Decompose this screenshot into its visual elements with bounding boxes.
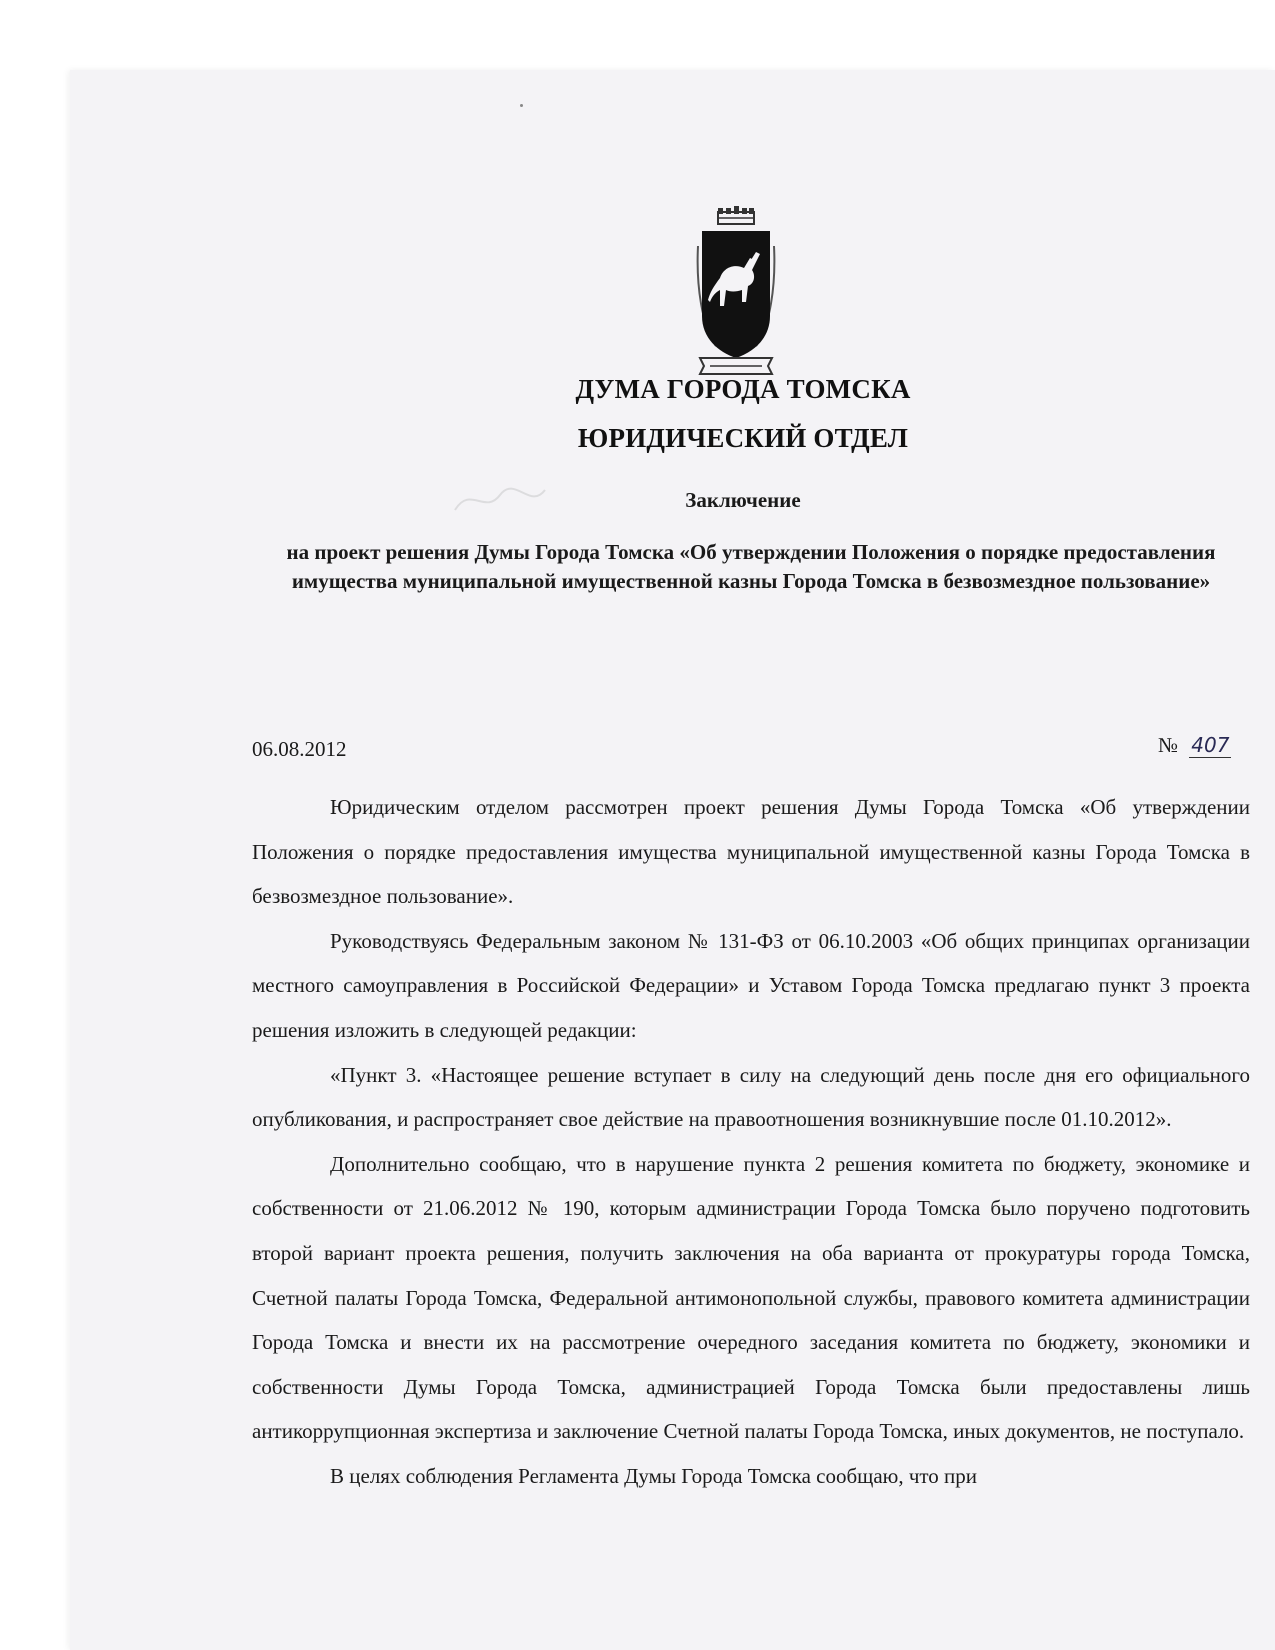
crown-icon: [718, 206, 754, 224]
body-paragraph: Дополнительно сообщаю, что в нарушение пункта 2 решения комитета по бюджету, экономике и собственности от 21.06.2012 № 190, которым администрации Города Томска было поручено подготовить второй вариант проекта решения, получить заключения на оба варианта от прокуратуры города Томска, Счетной палаты Города Томска, Федеральной антимонопольной службы, правового комитета администрации Города Томска и внести их на рассмотрение очередного заседания комитета по бюджету, экономики и собственности Думы Города Томска, администрацией Города Томска были предоставлены лишь антикоррупционная экспертиза и заключение Счетной палаты Города Томска, иных документов, не поступало.: [252, 1151, 1250, 1444]
document-date: 06.08.2012: [252, 737, 347, 761]
document-subject: на проект решения Думы Города Томска «Об утверждении Положения о порядке предоставления имущества муниципальной имущественной казны Города Томска в безвозмездное пользование»: [286, 540, 1216, 593]
document-body: [252, 785, 1250, 1499]
body-paragraph: «Пункт 3. «Настоящее решение вступает в силу на следующий день после дня его официального опубликования, и распространяет свое действие на правоотношения возникнувшие после 01.10.2012».: [252, 1062, 1250, 1132]
handwritten-number: 407: [1191, 733, 1230, 757]
document-type: Заключение: [685, 488, 801, 512]
body-paragraph: Юридическим отделом рассмотрен проект решения Думы Города Томска «Об утверждении Положения о порядке предоставления имущества муниципальной имущественной казны Города Томска в безвозмездное пользование».: [252, 795, 1250, 909]
scan-speck: [520, 104, 523, 107]
organization-name: ДУМА ГОРОДА ТОМСКА: [575, 374, 911, 404]
number-label: №: [1158, 733, 1179, 757]
body-paragraph: Руководствуясь Федеральным законом № 131-ФЗ от 06.10.2003 «Об общих принципах организации местного самоуправления в Российской Федерации» и Уставом Города Томска предлагаю пункт 3 проекта решения изложить в следующей редакции:: [252, 928, 1250, 1042]
tomsk-coat-of-arms-icon: [696, 206, 776, 376]
department-name: ЮРИДИЧЕСКИЙ ОТДЕЛ: [577, 423, 909, 453]
document-number: [1158, 733, 1231, 758]
body-paragraph: В целях соблюдения Регламента Думы Города Томска сообщаю, что при: [330, 1463, 978, 1488]
